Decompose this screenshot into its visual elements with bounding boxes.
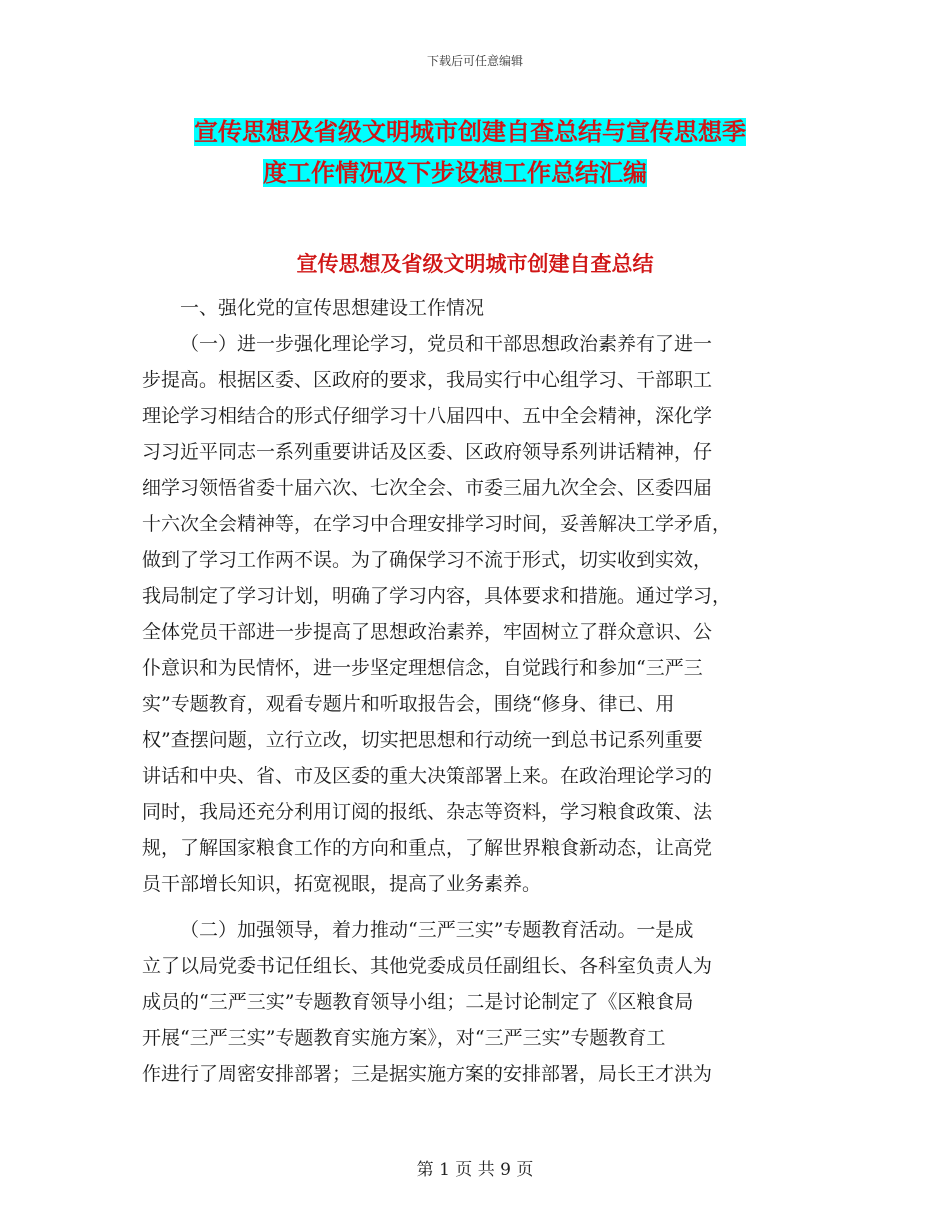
paragraph-1 bbox=[142, 326, 802, 902]
paragraph-line: 立了以局党委书记任组长、其他党委成员任副组长、各科室负责人为 bbox=[142, 955, 713, 977]
paragraph-line: 十六次全会精神等，在学习中合理安排学习时间，妥善解决工学矛盾， bbox=[142, 513, 732, 535]
paragraph-line: （一）进一步强化理论学习，党员和干部思想政治素养有了进一 bbox=[180, 333, 713, 355]
paragraph-line: 成员的“三严三实”专题教育领导小组；二是讨论制定了《区粮食局 bbox=[142, 991, 694, 1013]
paragraph-line: 权”查摆问题，立行立改，切实把思想和行动统一到总书记系列重要 bbox=[142, 729, 703, 751]
paragraph-line: 我局制定了学习计划，明确了学习内容，具体要求和措施。通过学习， bbox=[142, 585, 732, 607]
header-note: 下载后可任意编辑 bbox=[426, 54, 523, 68]
paragraph-line: 习习近平同志一系列重要讲话及区委、区政府领导系列讲话精神，仔 bbox=[142, 441, 713, 463]
paragraph-line: 理论学习相结合的形式仔细学习十八届四中、五中全会精神，深化学 bbox=[142, 405, 713, 427]
document-body bbox=[142, 290, 802, 1092]
paragraph-line: 实”专题教育，观看专题片和听取报告会，围绕“修身、律已、用 bbox=[142, 693, 675, 715]
paragraph-line: 作进行了周密安排部署；三是据实施方案的安排部署，局长王才洪为 bbox=[142, 1063, 713, 1085]
paragraph-line: 员干部增长知识，拓宽视眼，提高了业务素养。 bbox=[142, 873, 542, 895]
paragraph-line: 全体党员干部进一步提高了思想政治素养，牢固树立了群众意识、公 bbox=[142, 621, 713, 643]
paragraph-line: 开展“三严三实”专题教育实施方案》，对“三严三实”专题教育工 bbox=[142, 1027, 666, 1049]
heading-1: 一、强化党的宣传思想建设工作情况 bbox=[180, 297, 485, 319]
paragraph-line: 步提高。根据区委、区政府的要求，我局实行中心组学习、干部职工 bbox=[142, 369, 713, 391]
title-line-2: 度工作情况及下步设想工作总结汇编 bbox=[263, 159, 647, 187]
paragraph-line: 仆意识和为民情怀，进一步坚定理想信念，自觉践行和参加“三严三 bbox=[142, 657, 703, 679]
paragraph-line: （二）加强领导，着力推动“三严三实”专题教育活动。一是成 bbox=[180, 919, 694, 941]
title-line-1: 宣传思想及省级文明城市创建自查总结与宣传思想季 bbox=[194, 118, 746, 146]
paragraph-line: 同时，我局还充分利用订阅的报纸、杂志等资料，学习粮食政策、法 bbox=[142, 801, 713, 823]
paragraph-line: 细学习领悟省委十届六次、七次全会、市委三届九次全会、区委四届 bbox=[142, 477, 713, 499]
paragraph-2 bbox=[142, 912, 802, 1092]
section-title: 宣传思想及省级文明城市创建自查总结 bbox=[296, 252, 654, 276]
paragraph-line: 讲话和中央、省、市及区委的重大决策部署上来。在政治理论学习的 bbox=[142, 765, 713, 787]
document-title bbox=[150, 112, 840, 194]
page-number: 第 1 页 共 9 页 bbox=[416, 1160, 534, 1180]
paragraph-line: 做到了学习工作两不误。为了确保学习不流于形式，切实收到实效， bbox=[142, 549, 713, 571]
paragraph-line: 规，了解国家粮食工作的方向和重点，了解世界粮食新动态，让高党 bbox=[142, 837, 713, 859]
